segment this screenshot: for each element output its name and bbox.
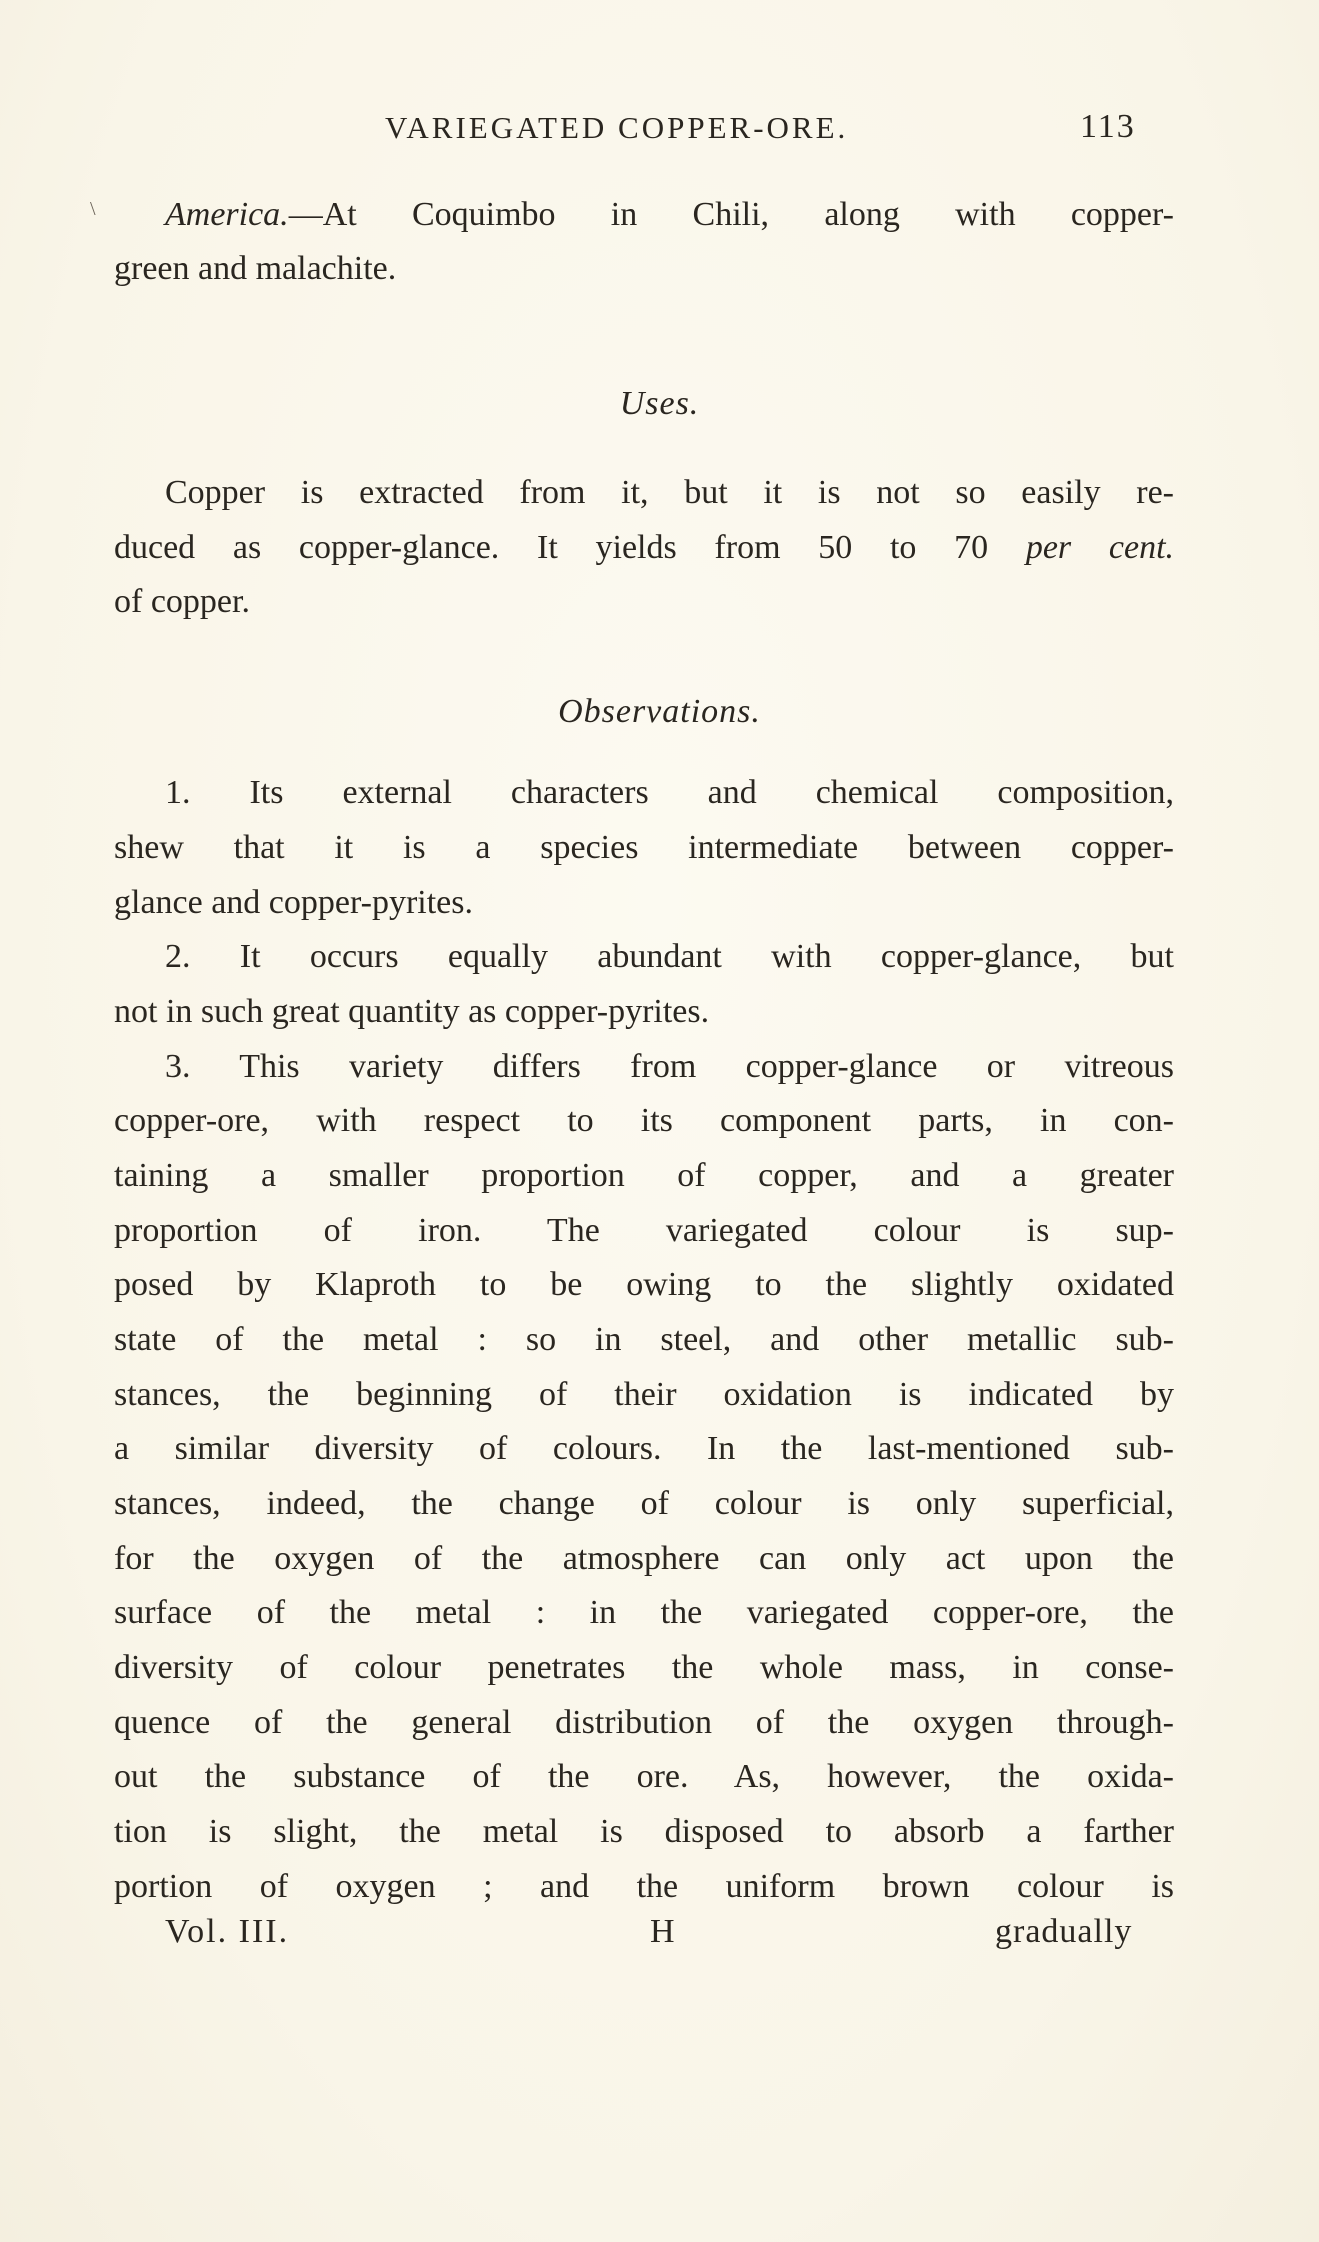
page-number: 113 bbox=[1080, 108, 1136, 145]
uses-line-2 bbox=[114, 528, 1174, 568]
footer-volume: Vol. III. bbox=[165, 1913, 290, 1950]
america-line-1 bbox=[165, 195, 1174, 235]
america-line-1-text: —At Coquimbo in Chili, along with copper- bbox=[288, 196, 1174, 233]
obs-line: proportion of iron. The variegated colour is sup- bbox=[114, 1212, 1174, 1249]
uses-line-2-text: duced as copper-glance. It yields from 50 to 70 bbox=[114, 529, 1026, 566]
heading-uses: Uses. bbox=[619, 385, 700, 422]
obs-line: quence of the general distribution of the oxygen through- bbox=[114, 1704, 1174, 1741]
obs-line: a similar diversity of colours. In the last-mentioned sub- bbox=[114, 1430, 1174, 1467]
heading-observations: Observations. bbox=[558, 693, 761, 730]
obs-line: surface of the metal : in the variegated copper-ore, the bbox=[114, 1594, 1174, 1631]
obs-line: taining a smaller proportion of copper, and a greater bbox=[114, 1157, 1174, 1194]
obs-line: 3. This variety differs from copper-glance or vitreous bbox=[165, 1048, 1174, 1085]
obs-line: tion is slight, the metal is disposed to absorb a farther bbox=[114, 1813, 1174, 1850]
obs-line: 1. Its external characters and chemical composition, bbox=[165, 774, 1174, 811]
obs-line: portion of oxygen ; and the uniform brown colour is bbox=[114, 1868, 1174, 1905]
obs-line: stances, the beginning of their oxidation is indicated by bbox=[114, 1376, 1174, 1413]
uses-line-1: Copper is extracted from it, but it is not so easily re- bbox=[165, 474, 1174, 511]
footer-signature: H bbox=[650, 1913, 675, 1950]
america-line-2: green and malachite. bbox=[114, 250, 397, 287]
obs-line: stances, indeed, the change of colour is only superficial, bbox=[114, 1485, 1174, 1522]
obs-line: for the oxygen of the atmosphere can only act upon the bbox=[114, 1540, 1174, 1577]
uses-line-3: of copper. bbox=[114, 583, 250, 620]
obs-line: diversity of colour penetrates the whole mass, in conse- bbox=[114, 1649, 1174, 1686]
obs-line: copper-ore, with respect to its component parts, in con- bbox=[114, 1102, 1174, 1139]
obs-line: not in such great quantity as copper-pyrites. bbox=[114, 993, 710, 1030]
obs-line: glance and copper-pyrites. bbox=[114, 884, 473, 921]
obs-line: out the substance of the ore. As, however, the oxida- bbox=[114, 1758, 1174, 1795]
obs-line: posed by Klaproth to be owing to the slightly oxidated bbox=[114, 1266, 1174, 1303]
america-lead: America. bbox=[165, 196, 289, 233]
footer-catchword: gradually bbox=[995, 1913, 1133, 1950]
obs-line: 2. It occurs equally abundant with copper-glance, but bbox=[165, 938, 1174, 975]
obs-line: shew that it is a species intermediate between copper- bbox=[114, 829, 1174, 866]
running-head-title: VARIEGATED COPPER-ORE. bbox=[385, 110, 849, 145]
obs-line: state of the metal : so in steel, and other metallic sub- bbox=[114, 1321, 1174, 1358]
per-cent: per cent. bbox=[1025, 529, 1175, 566]
margin-mark: \ bbox=[90, 198, 96, 220]
